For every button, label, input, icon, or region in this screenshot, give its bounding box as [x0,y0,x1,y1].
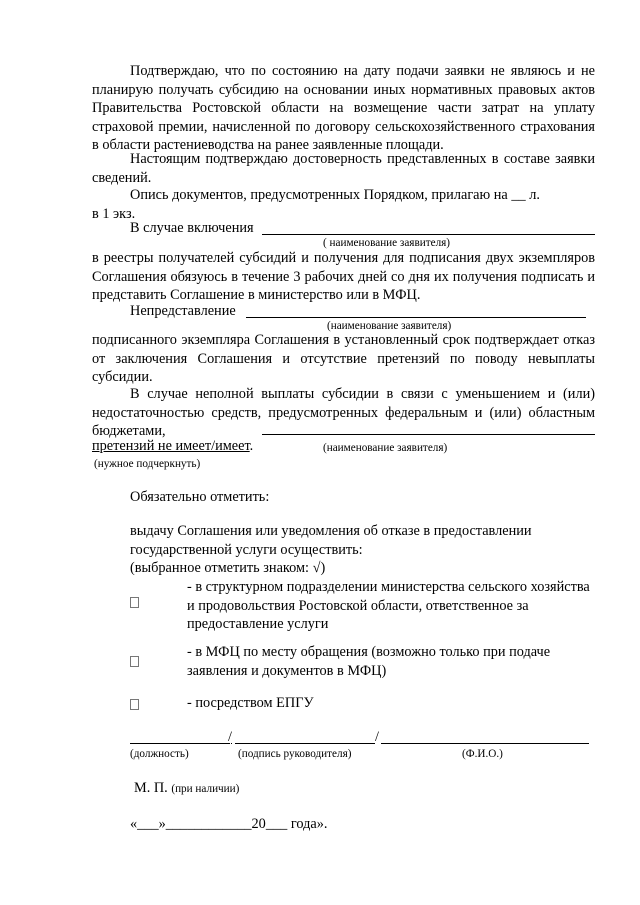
stamp-note: (при наличии) [171,783,240,795]
applicant-name-field-3 [262,434,595,435]
selection-hint: (выбранное отметить знаком: √) [130,560,326,576]
stamp-label: М. П. [134,780,168,796]
option-mfc-label: - в МФЦ по месту обращения (возможно только при подаче заявления и документов в МФЦ) [187,644,551,679]
paragraph-nonsubmission: подписанного экземпляра Соглашения в установленный срок подтверждает отказ от заключения Соглашения и отсутствие претензий по поводу невыплаты субсидии. [92,332,595,386]
mandatory-note: Обязательно отметить: [130,489,270,505]
applicant-caption-3: (наименование заявителя) [323,442,448,454]
paragraph-inclusion: в реестры получателей субсидий и получения для подписания двух экземпляров Соглашения обязуюсь в течение 3 рабочих дней со дня их получения подписать и представить Соглашение в министерство или в МФЦ. [92,250,595,304]
option-mfc-checkbox[interactable] [130,656,139,667]
option-epgu-checkbox[interactable] [130,699,139,710]
option-ministry-label: - в структурном подразделении министерства сельского хозяйства и продовольствия Ростовской области, ответственное за предоставление услуги [187,579,590,633]
inclusion-lead: В случае включения [130,220,254,236]
full-name-field [381,743,589,744]
date-line: «___»____________20___ года». [130,816,328,832]
stamp-line [134,779,239,799]
issuance-text: выдачу Соглашения или уведомления об отказе в предоставлении государственной услуги осуществить: [130,523,532,558]
option-ministry-checkbox[interactable] [130,597,139,608]
claims-period: . [249,438,254,454]
applicant-caption-1: ( наименование заявителя) [323,237,451,249]
position-field [130,743,230,744]
paragraph-confirmation: Подтверждаю, что по состоянию на дату подачи заявки не являюсь и не планирую получать субсидию на основании иных нормативных правовых актов Правительства Ростовской области на возмещение части затрат на уплату страховой премии, начисленной по договору сельскохозяйственного страхования в области растениеводства на ранее заявленные площади. [92,63,595,154]
applicant-name-field-1 [262,234,595,235]
nonsubmission-lead: Непредставление [130,303,236,319]
signature-field [235,743,375,744]
copies-line: в 1 экз. [92,206,136,222]
caption-position: (должность) [130,748,189,760]
claims-text: претензий не имеет/имеет [92,438,250,454]
claims-line [92,437,253,456]
option-epgu-label: - посредством ЕПГУ [187,695,314,711]
inventory-line: Опись документов, предусмотренных Порядком, прилагаю на __ л. [130,187,540,203]
separator-slash-2: / [375,729,379,745]
underline-note: (нужное подчеркнуть) [94,458,201,470]
separator-slash-1: / [228,729,232,745]
caption-signature: (подпись руководителя) [238,748,352,760]
applicant-caption-2: (наименование заявителя) [327,320,452,332]
paragraph-partial-payment: В случае неполной выплаты субсидии в связи с уменьшением и (или) недостаточностью средств, предусмотренных федеральным и (или) областным бюджетами, [92,386,595,440]
caption-full-name: (Ф.И.О.) [462,748,503,760]
applicant-name-field-2 [246,317,586,318]
paragraph-authenticity: Настоящим подтверждаю достоверность представленных в составе заявки сведений. [92,151,595,186]
